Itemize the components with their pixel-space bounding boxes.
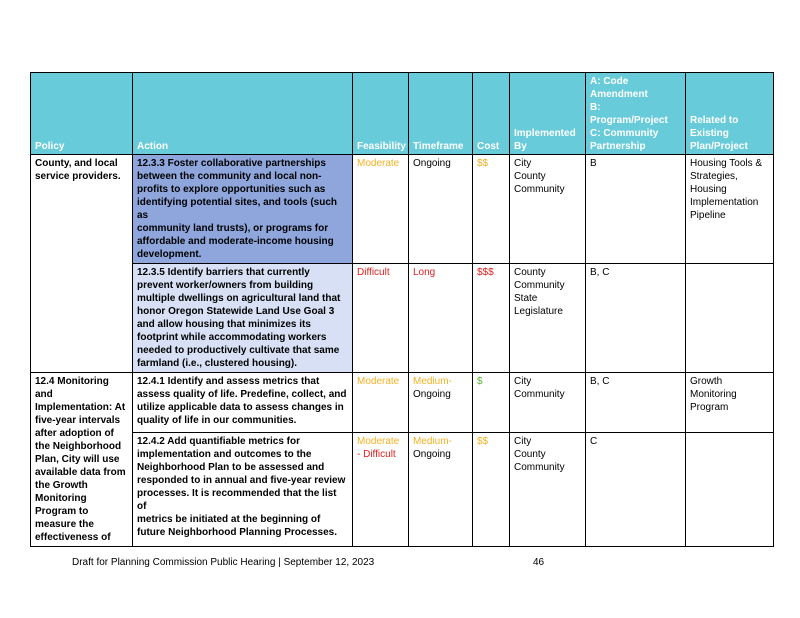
page-footer: Draft for Planning Commission Public Hearing | September 12, 2023 <box>72 557 375 568</box>
page-number: 46 <box>533 557 545 568</box>
header-timeframe: Timeframe <box>409 73 473 155</box>
header-cost: Cost <box>473 73 510 155</box>
related-cell: Housing Tools & Strategies, Housing Implementation Pipeline <box>686 155 774 264</box>
policy-cell: County, and local service providers. <box>31 155 133 373</box>
related-cell: Growth Monitoring Program <box>686 373 774 433</box>
header-codes: A: Code Amendment B: Program/Project C: Community Partnership <box>586 73 686 155</box>
feasibility-cell: Moderate <box>353 155 409 264</box>
table-row <box>31 373 774 433</box>
table-row <box>31 264 774 373</box>
cost-cell: $$$ <box>473 264 510 373</box>
feasibility-cell: Moderate <box>353 373 409 433</box>
table-row <box>31 155 774 264</box>
timeframe-cell: Medium- Ongoing <box>409 432 473 546</box>
implemented-by-cell: City County Community <box>510 155 586 264</box>
feasibility-cell: Difficult <box>353 264 409 373</box>
code-cell: B, C <box>586 264 686 373</box>
action-cell: 12.3.3 Foster collaborative partnerships between the community and local non- profits to explore opportunities such as identifying potential sites, and tools (such as community land trusts), or programs for affordable and moderate-income housing development. <box>133 155 353 264</box>
timeframe-cell: Ongoing <box>409 155 473 264</box>
table-header-row <box>31 73 774 155</box>
timeframe-cell: Long <box>409 264 473 373</box>
related-cell <box>686 264 774 373</box>
feasibility-cell: Moderate - Difficult <box>353 432 409 546</box>
policy-action-table <box>30 72 774 547</box>
cost-cell: $ <box>473 373 510 433</box>
header-implemented-by: Implemented By <box>510 73 586 155</box>
policy-cell: 12.4 Monitoring and Implementation: At five-year intervals after adoption of the Neighborhood Plan, City will use available data from the Growth Monitoring Program to measure the effectiveness of <box>31 373 133 547</box>
code-cell: B <box>586 155 686 264</box>
header-action: Action <box>133 73 353 155</box>
table-row <box>31 432 774 546</box>
action-cell: 12.4.1 Identify and assess metrics that assess quality of life. Predefine, collect, and utilize applicable data to assess changes in quality of life in our communities. <box>133 373 353 433</box>
cost-cell: $$ <box>473 432 510 546</box>
code-cell: B, C <box>586 373 686 433</box>
header-feasibility: Feasibility <box>353 73 409 155</box>
header-policy: Policy <box>31 73 133 155</box>
header-related: Related to Existing Plan/Project <box>686 73 774 155</box>
action-cell: 12.4.2 Add quantifiable metrics for implementation and outcomes to the Neighborhood Plan to be assessed and responded to in annual and five-year review processes. It is recommended that the list of metrics be initiated at the beginning of future Neighborhood Planning Processes. <box>133 432 353 546</box>
code-cell: C <box>586 432 686 546</box>
action-cell: 12.3.5 Identify barriers that currently prevent worker/owners from building multiple dwellings on agricultural land that honor Oregon Statewide Land Use Goal 3 and allow housing that minimizes its footprint while accommodating workers needed to productively cultivate that same farmland (i.e., clustered housing). <box>133 264 353 373</box>
timeframe-cell: Medium- Ongoing <box>409 373 473 433</box>
implemented-by-cell: County Community State Legislature <box>510 264 586 373</box>
cost-cell: $$ <box>473 155 510 264</box>
implemented-by-cell: City County Community <box>510 432 586 546</box>
related-cell <box>686 432 774 546</box>
implemented-by-cell: City Community <box>510 373 586 433</box>
